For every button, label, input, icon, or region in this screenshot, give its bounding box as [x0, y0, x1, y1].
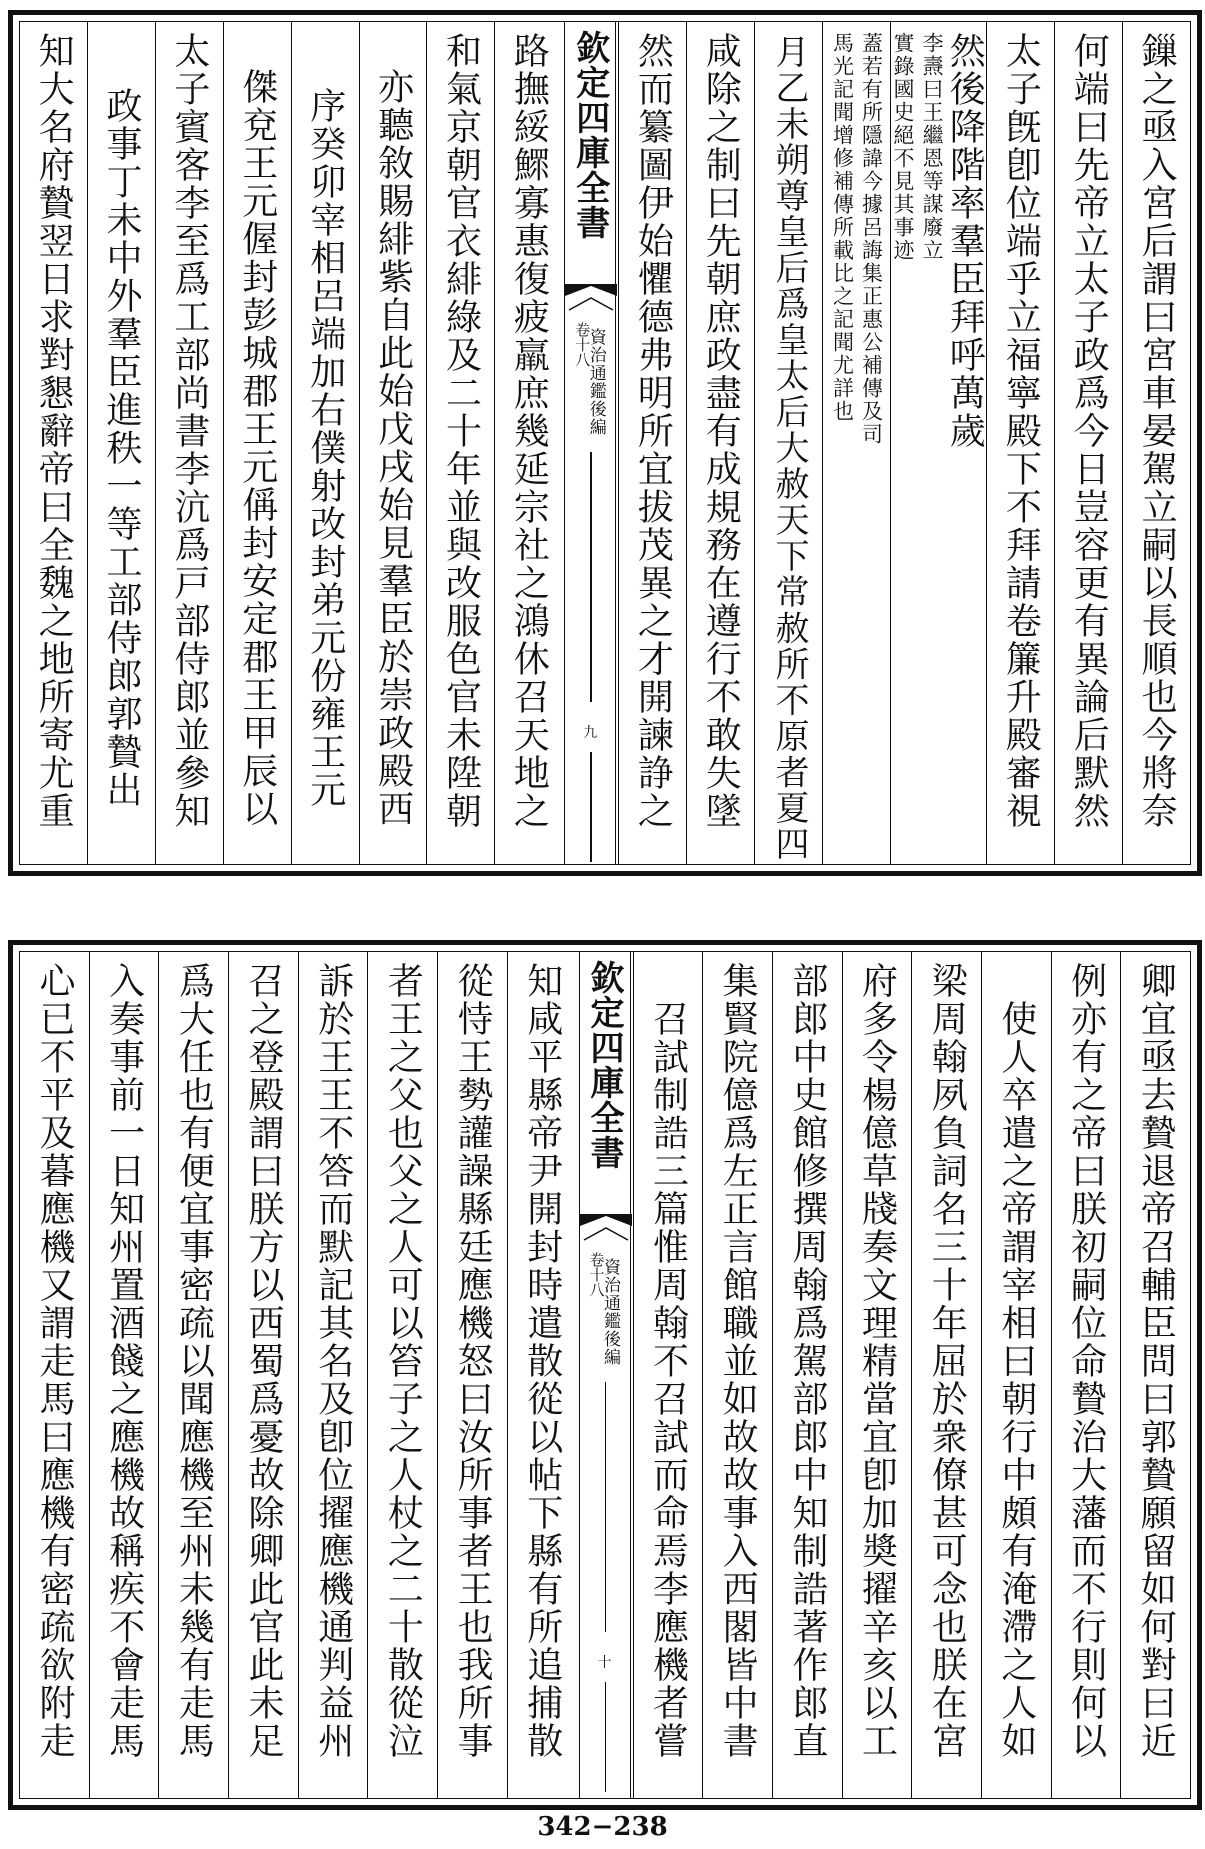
- column-text: 然而纂圖伊始懼德弗明所宜拔茂異之才開諫諍之: [632, 32, 674, 830]
- column-text: 太子旣卽位端乎立福寧殿下不拜請卷簾升殿審視: [1000, 32, 1042, 830]
- column-text: 太子賓客李至爲工部尚書李沆爲戸部侍郎並參知: [168, 32, 210, 830]
- spine-folio-number: 十: [597, 1655, 612, 1671]
- bottom-page-left-column-2: [437, 952, 507, 1798]
- spine-rule: [590, 752, 592, 862]
- top-page-left-column-4: [291, 22, 359, 864]
- bottom-page-left-column-7: [89, 952, 159, 1798]
- column-text: 入奏事前一日知州置酒餞之應機故稱疾不會走馬: [103, 962, 145, 1760]
- annotation-block: [830, 32, 882, 446]
- column-text: 和氣京朝官衣緋綠及二十年並與改服色官未陞朝: [440, 32, 482, 830]
- top-page-right-column-5: [822, 22, 890, 864]
- top-page-right-column-2: [1054, 22, 1122, 864]
- top-page-right-column-1: [1122, 22, 1190, 864]
- column-text: 例亦有之帝曰朕初嗣位命贄治大藩而不行則何以: [1065, 962, 1107, 1760]
- column-text-segment: 丁未中外羣臣進秩一等: [100, 163, 142, 543]
- spine-title: 欽定四庫全書: [584, 960, 624, 1170]
- column-text: 何端曰先帝立太子政爲今日豈容更有異論后默然: [1068, 32, 1110, 830]
- top-page-right-column-3: [986, 22, 1054, 864]
- bottom-page-columns: [20, 952, 1190, 1798]
- column-text: 從恃王勢讙譟縣廷應機怒曰汝所事者王也我所事: [452, 962, 494, 1760]
- spine-book-title: 資治通鑑後編: [600, 1258, 620, 1366]
- top-page-left-column-5: [223, 22, 291, 864]
- bottom-page-left-column-4: [298, 952, 368, 1798]
- spine-folio-number: 九: [583, 725, 598, 741]
- column-text: 卿宜亟去贄退帝召輔臣問曰郭贄願留如何對曰近: [1135, 962, 1177, 1760]
- column-text: 序: [304, 87, 346, 125]
- bottom-page-right-column-1: [1120, 952, 1190, 1798]
- annotation-note-left: 馬光記聞增修補傳所載比之記聞尤詳也: [830, 32, 855, 423]
- column-text: 者王之父也父之人可以笞子之人杖之二十散從泣: [382, 962, 424, 1760]
- top_page-spine: [564, 22, 616, 864]
- column-text: 集賢院億爲左正言館職並如故故事入西閣皆中書: [717, 962, 759, 1760]
- bottom-page-right-column-2: [1051, 952, 1121, 1798]
- bottom-page-left-column-1: [507, 952, 577, 1798]
- bottom-page-left-column-8: [20, 952, 89, 1798]
- column-text: 部郎中史館修撰周翰爲駕部郎中知制誥著作郎直: [786, 962, 828, 1760]
- spine-chapter: 卷十八: [587, 1252, 606, 1297]
- top-page-columns: [20, 22, 1190, 864]
- column-text: 訴於王王不答而默記其名及卽位擢應機通判益州: [312, 962, 354, 1760]
- annotation-note-right: 蓋若有所隱諱今據呂誨集正惠公補傳及司: [859, 32, 884, 446]
- top-page-left-column-3: [359, 22, 427, 864]
- column-text: 政事: [100, 87, 142, 163]
- fishtail-mark-icon: [565, 284, 617, 318]
- top-page-left-column-6: [155, 22, 223, 864]
- bottom-page-right-column-8: [633, 952, 703, 1798]
- column-text: 心已不平及暮應機又謂走馬曰應機有密疏欲附走: [33, 962, 75, 1760]
- bottom-page-right-column-3: [981, 952, 1051, 1798]
- column-text: 知咸平縣帝尹開封時遣散從以帖下縣有所追捕散: [521, 962, 563, 1760]
- top-page-right-column-7: [686, 22, 754, 864]
- column-text: 府多令楊億草牋奏文理精當宜卽加奬擢辛亥以工: [856, 962, 898, 1760]
- column-text-segment: 帝謂宰相曰朝行中頗有淹滯之人如: [995, 1190, 1037, 1760]
- spine-rule: [605, 1682, 607, 1792]
- annotation-note-left: 實錄國史絕不見其事迹: [891, 32, 915, 262]
- column-text: 咸除之制曰先朝庶政盡有成規務在遵行不敢失墜: [700, 32, 742, 830]
- top-page-left-column-8: [20, 22, 87, 864]
- column-text: 然後降階率羣臣拜呼萬歲: [944, 32, 986, 450]
- top-page-left-column-7: [87, 22, 155, 864]
- bottom-page-right-column-5: [842, 952, 912, 1798]
- annotation-note-right: 李燾曰王繼恩等謀廢立: [920, 32, 945, 262]
- spine-chapter: 卷十八: [573, 322, 592, 367]
- annotation-block: [891, 32, 943, 262]
- column-text: 月乙未朔尊皇后爲皇太后大赦天下常赦所不原者: [768, 33, 809, 791]
- column-text: 亦聽敘賜緋紫自此始: [372, 68, 414, 410]
- page-number: 342−238: [537, 1812, 668, 1842]
- spine-rule: [605, 1382, 607, 1632]
- bottom-page-left-column-3: [367, 952, 437, 1798]
- bottom-page-left-column-6: [158, 952, 228, 1798]
- bottom-page-right-column-6: [772, 952, 842, 1798]
- column-text: 召試制誥三篇惟周翰不召試而命焉: [647, 1000, 689, 1570]
- column-text-segment: 癸卯宰相呂端加右僕射: [304, 125, 346, 505]
- top-page-left-column-2: [426, 22, 494, 864]
- bottom-page-right-column-4: [911, 952, 981, 1798]
- column-text-segment: 甲辰以: [236, 714, 278, 828]
- bottom-page-inner-frame: [19, 951, 1191, 1799]
- column-text-segment: 夏四: [768, 790, 809, 863]
- bottom_page-spine: [579, 952, 631, 1798]
- column-text: 鏁之亟入宮后謂曰宮車晏駕立嗣以長順也今將奈: [1136, 32, 1178, 830]
- top-page-left-column-1: [494, 22, 562, 864]
- column-text: 爲大任也有便宜事密疏以聞應機至州未幾有走馬: [173, 962, 215, 1760]
- bottom-page-frame: [8, 940, 1202, 1810]
- column-text: 路撫綏鰥寡惠復疲羸庶幾延宗社之鴻休召天地之: [508, 32, 550, 830]
- top-page-right-column-4: [890, 22, 986, 864]
- column-text: 知大名府贄翌日求對懇辭帝曰全魏之地所寄尤重: [33, 32, 75, 830]
- spine-book-title: 資治通鑑後編: [585, 328, 606, 436]
- top-page-right-column-6: [754, 22, 822, 864]
- top-page-frame: [8, 10, 1202, 876]
- column-text: 使人卒遣之: [995, 1000, 1037, 1190]
- column-text-segment: 工部侍郎郭贄出: [100, 543, 142, 809]
- fishtail-mark-icon: [580, 1214, 632, 1248]
- top-page-right-column-8: [618, 22, 686, 864]
- column-text-segment: 改封弟元份雍王元: [304, 505, 346, 809]
- spine-title: 欽定四庫全書: [569, 30, 610, 240]
- column-text-segment: 李應機者嘗: [647, 1570, 689, 1760]
- column-text-segment: 戊戌始見羣臣於崇政殿西: [372, 410, 414, 828]
- spine-rule: [590, 452, 592, 702]
- bottom-page-right-column-7: [702, 952, 772, 1798]
- bottom-page-left-column-5: [228, 952, 298, 1798]
- column-text: 傑兗王元偓封彭城郡王元偁封安定郡王: [236, 68, 278, 714]
- top-page-inner-frame: [19, 21, 1191, 865]
- column-text: 梁周翰夙負詞名三十年屈於衆僚甚可念也朕在宮: [926, 962, 968, 1760]
- column-text: 召之登殿謂曰朕方以西蜀爲憂故除卿此官此未足: [243, 962, 284, 1760]
